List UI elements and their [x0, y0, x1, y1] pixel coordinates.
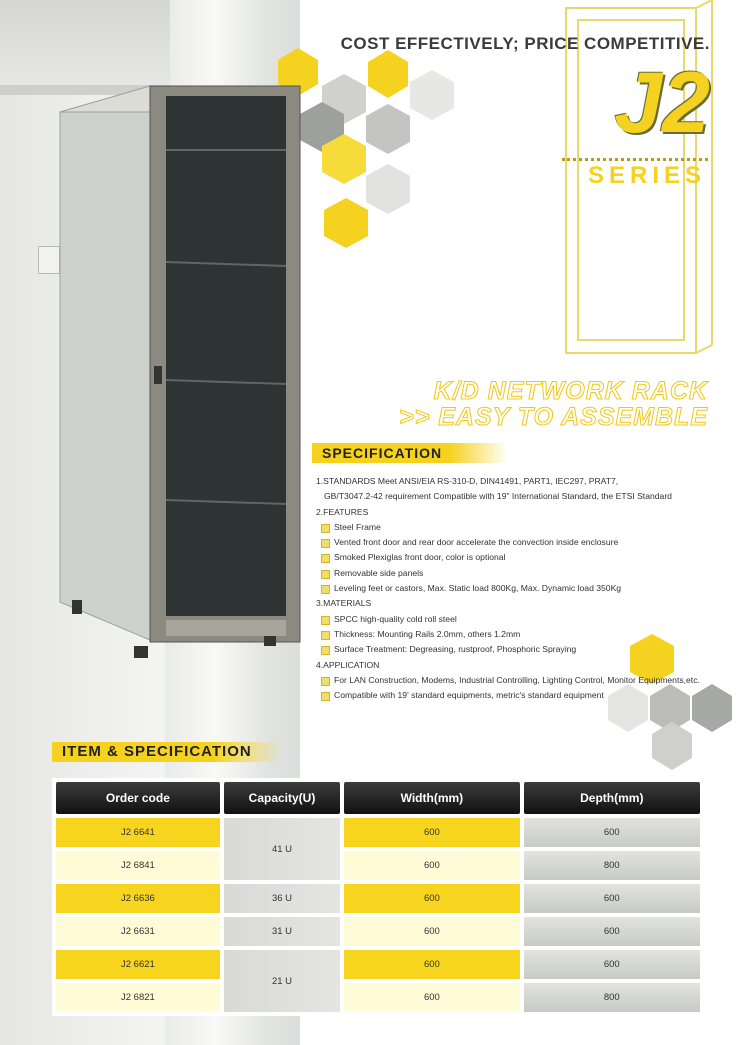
cell-capacity: 21 U	[224, 950, 340, 1012]
cell-capacity: 36 U	[224, 884, 340, 913]
rack-base-vent	[166, 620, 286, 636]
spec-bullet-item: Surface Treatment: Degreasing, rustproof, Phosphoric Spraying	[316, 642, 740, 657]
tagline: COST EFFECTIVELY; PRICE COMPETITIVE.	[340, 34, 710, 53]
col-header-depth: Depth(mm)	[524, 782, 700, 814]
cell-order-code: J2 6821	[56, 983, 220, 1012]
hexagon-shape	[410, 70, 454, 120]
cell-capacity: 41 U	[224, 818, 340, 880]
hexagon-shape	[652, 722, 692, 770]
banner-line-2: >> EASY TO ASSEMBLE	[399, 403, 708, 431]
banner-line-1: K/D NETWORK RACK	[433, 377, 708, 405]
item-spec-heading-bar	[52, 742, 282, 762]
cell-depth: 600	[524, 884, 700, 913]
table-row	[56, 818, 700, 847]
cell-depth: 800	[524, 851, 700, 880]
caster-wheel	[264, 636, 276, 646]
col-header-capacity: Capacity(U)	[224, 782, 340, 814]
spec-section-heading: 1.STANDARDS Meet ANSI/EIA RS-310-D, DIN41491, PART1, IEC297, PRAT7,	[316, 476, 619, 486]
cell-depth: 800	[524, 983, 700, 1012]
rack-cabinet-illustration	[58, 80, 308, 660]
specification-heading: SPECIFICATION	[322, 445, 443, 461]
table-row	[56, 917, 700, 946]
caster-wheel	[72, 600, 82, 614]
table-row	[56, 851, 700, 880]
cell-order-code: J2 6621	[56, 950, 220, 979]
table-row	[56, 983, 700, 1012]
spec-bullet-item: Thickness: Mounting Rails 2.0mm, others 1.2mm	[316, 627, 740, 642]
hexagon-shape	[366, 104, 410, 154]
col-header-width: Width(mm)	[344, 782, 519, 814]
cell-width: 600	[344, 884, 519, 913]
spec-bullet-item: Vented front door and rear door accelerate the convection inside enclosure	[316, 535, 740, 550]
dotted-divider	[562, 158, 708, 161]
spec-section-heading: 3.MATERIALS	[316, 598, 372, 609]
hexagon-shape	[366, 164, 410, 214]
cell-width: 600	[344, 818, 519, 847]
spec-section-heading: 2.FEATURES	[316, 506, 369, 517]
item-spec-heading: ITEM & SPECIFICATION	[62, 743, 252, 760]
door-lock	[154, 366, 162, 384]
cell-width: 600	[344, 983, 519, 1012]
cell-order-code: J2 6841	[56, 851, 220, 880]
table-header-row	[56, 782, 700, 814]
series-code: J2	[614, 55, 710, 151]
spec-bullet-item: Leveling feet or castors, Max. Static load 800Kg, Max. Dynamic load 350Kg	[316, 581, 740, 596]
spec-continuation: GB/T3047.2-42 requirement Compatible with 19" International Standard, the ETSI Standard	[324, 491, 672, 502]
col-header-order-code: Order code	[56, 782, 220, 814]
cell-order-code: J2 6636	[56, 884, 220, 913]
specification-heading-bar	[312, 443, 508, 463]
product-banner	[320, 378, 708, 430]
cell-width: 600	[344, 917, 519, 946]
table-row	[56, 884, 700, 913]
cell-order-code: J2 6641	[56, 818, 220, 847]
cell-depth: 600	[524, 818, 700, 847]
spec-bullet-item: Compatible with 19' standard equipments, metric's standard equipment	[316, 688, 740, 703]
rack-side-panel	[60, 86, 150, 640]
specification-list	[316, 474, 740, 703]
cell-depth: 600	[524, 950, 700, 979]
item-specification-table	[52, 778, 704, 1016]
cell-width: 600	[344, 950, 519, 979]
hexagon-shape	[368, 50, 408, 98]
spec-bullet-item: Smoked Plexiglas front door, color is optional	[316, 550, 740, 565]
cell-capacity: 31 U	[224, 917, 340, 946]
caster-wheel	[134, 646, 148, 658]
spec-bullet-item: For LAN Construction, Modems, Industrial Controlling, Lighting Control, Monitor Equipments,etc.	[316, 673, 740, 688]
hexagon-shape	[324, 198, 368, 248]
cell-order-code: J2 6631	[56, 917, 220, 946]
table-row	[56, 950, 700, 979]
spec-section-heading: 4.APPLICATION	[316, 659, 380, 670]
cell-width: 600	[344, 851, 519, 880]
spec-bullet-item: Steel Frame	[316, 520, 740, 535]
spec-bullet-item: SPCC high-quality cold roll steel	[316, 612, 740, 627]
wall-switch	[38, 246, 60, 274]
rack-glass-door	[166, 96, 286, 616]
spec-bullet-item: Removable side panels	[316, 566, 740, 581]
series-word: SERIES	[587, 162, 706, 189]
cell-depth: 600	[524, 917, 700, 946]
